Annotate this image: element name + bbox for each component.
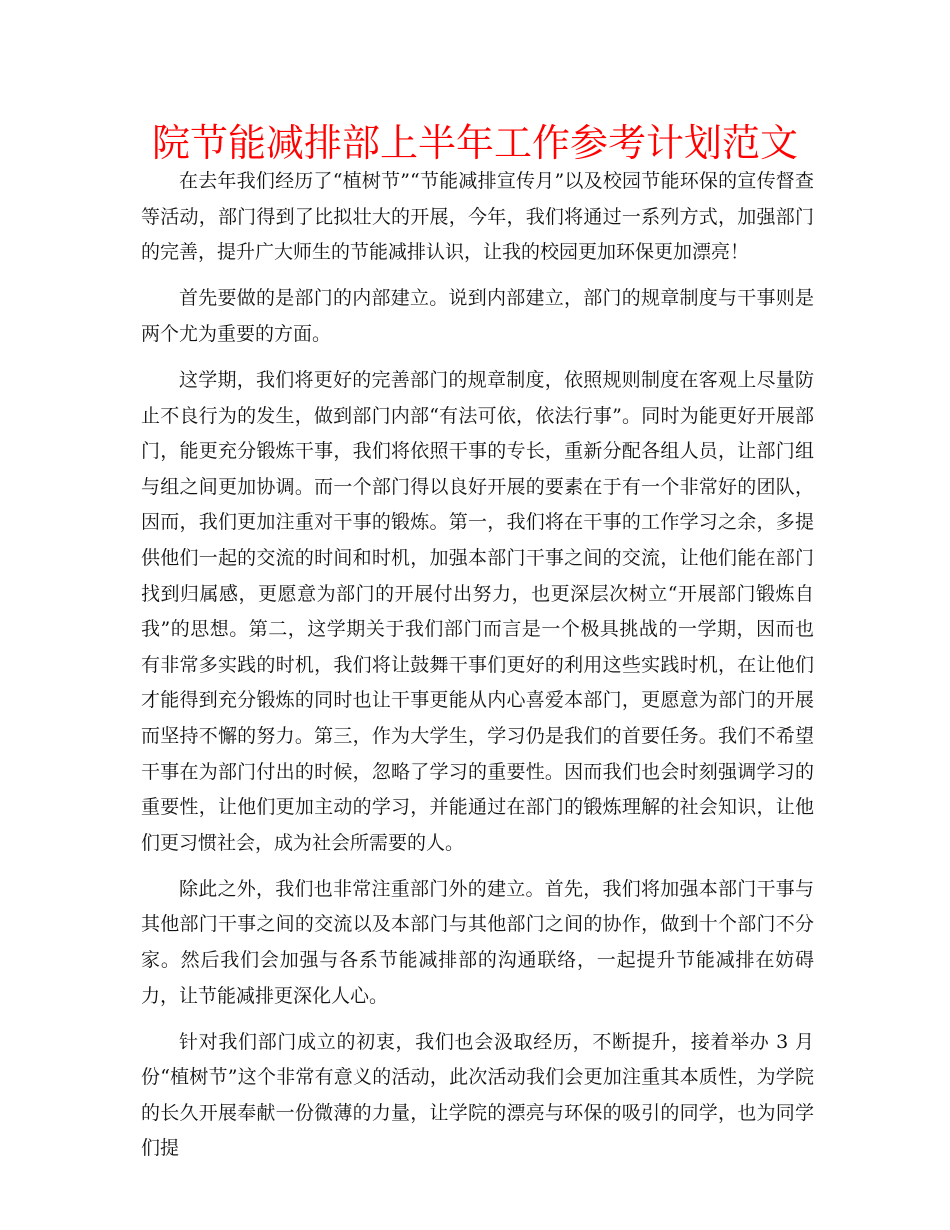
- document-title: 院节能减排部上半年工作参考计划范文: [151, 121, 798, 165]
- document-body: [141, 164, 814, 1178]
- paragraph-internal-building: 首先要做的是部门的内部建立。说到内部建立，部门的规章制度与干事则是两个尤为重要的方面。: [141, 287, 814, 345]
- paragraph-this-semester: 这学期，我们将更好的完善部门的规章制度，依照规则制度在客观上尽量防止不良行为的发生，做到部门内部“有法可依，依法行事”。同时为能更好开展部门，能更充分锻炼干事，我们将依照干事的专长，重新分配各组人员，让部门组与组之间更加协调。而一个部门得以良好开展的要素在于有一个非常好的团队，因而，我们更加注重对干事的锻炼。第一，我们将在干事的工作学习之余，多提供他们一起的交流的时间和时机，加强本部门干事之间的交流，让他们能在部门找到归属感，更愿意为部门的开展付出努力，也更深层次树立“开展部门锻炼自我”的思想。第二，这学期关于我们部门而言是一个极具挑战的一学期，因而也有非常多实践的时机，我们将让鼓舞干事们更好的利用这些实践时机，在让他们才能得到充分锻炼的同时也让干事更能从内心喜爱本部门，更愿意为部门的开展而坚持不懈的努力。第三，作为大学生，学习仍是我们的首要任务。我们不希望干事在为部门付出的时候，忽略了学习的重要性。因而我们也会时刻强调学习的重要性，让他们更加主动的学习，并能通过在部门的锻炼理解的社会知识，让他们更习惯社会，成为社会所需要的人。: [141, 368, 814, 854]
- paragraph-arbor-day: 针对我们部门成立的初衷，我们也会汲取经历，不断提升，接着举办 3 月份“植树节”这个非常有意义的活动，此次活动我们会更加注重其本质性，为学院的长久开展奉献一份微薄的力量，让学院的漂亮与环保的吸引的同学，也为同学们提: [141, 1030, 814, 1160]
- paragraph-external-building: 除此之外，我们也非常注重部门外的建立。首先，我们将加强本部门干事与其他部门干事之间的交流以及本部门与其他部门之间的协作，做到十个部门不分家。然后我们会加强与各系节能减排部的沟通联络，一起提升节能减排在妨碍力，让节能减排更深化人心。: [141, 877, 814, 1007]
- paragraph-intro: 在去年我们经历了“植树节”“节能减排宣传月”以及校园节能环保的宣传督查等活动，部门得到了比拟壮大的开展，今年，我们将通过一系列方式，加强部门的完善，提升广大师生的节能减排认识，让我的校园更加环保更加漂亮！: [141, 170, 814, 264]
